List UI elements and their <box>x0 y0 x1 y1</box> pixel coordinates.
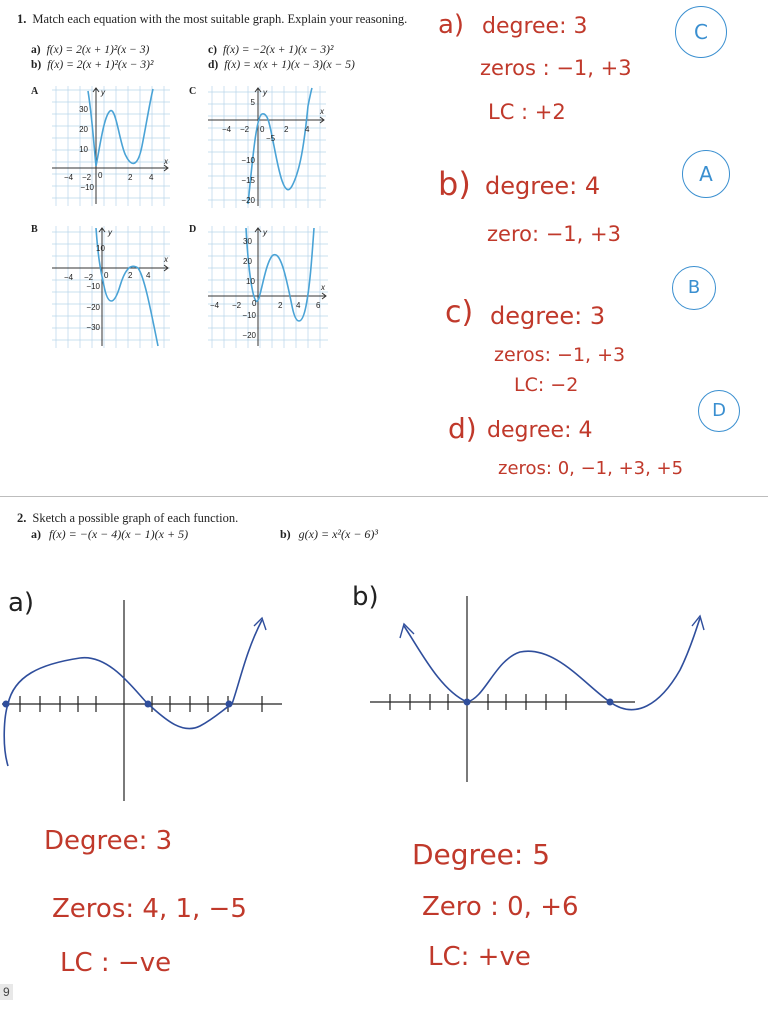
note-a-label: a) <box>438 10 465 40</box>
note-c-zeros: zeros: −1, +3 <box>494 344 626 366</box>
sketch-a-label: a) <box>8 588 35 618</box>
q2-equation-b: b) g(x) = x²(x − 6)³ <box>280 527 379 541</box>
graph-letter-a: A <box>31 86 39 97</box>
y-tick: 10 <box>96 244 105 253</box>
x-tick: 2 <box>128 173 133 182</box>
equation-d: d) f(x) = x(x + 1)(x − 3)(x − 5) <box>208 59 355 71</box>
x-axis-label: x <box>321 283 325 292</box>
graph-c <box>208 86 326 208</box>
graph-letter-b: B <box>31 224 38 235</box>
x-tick: −4 <box>222 125 232 134</box>
note-b-degree: degree: 4 <box>485 172 601 200</box>
x-tick: −4 <box>210 301 220 310</box>
sketch-b-lc: LC: +ve <box>428 942 531 972</box>
note-c-degree: degree: 3 <box>490 302 606 330</box>
y-tick: −15 <box>241 176 255 185</box>
note-d-zeros: zeros: 0, −1, +3, +5 <box>498 458 684 479</box>
y-tick: 20 <box>243 257 252 266</box>
note-d-degree: degree: 4 <box>487 418 593 443</box>
question-text: Match each equation with the most suitable graph. Explain your reasoning. <box>32 12 408 26</box>
y-axis-label: y <box>263 228 267 237</box>
y-tick: 30 <box>79 105 88 114</box>
match-c-circle: B <box>672 266 716 310</box>
graph-b <box>52 226 170 348</box>
x-tick: 4 <box>146 271 151 280</box>
x-tick: −2 <box>232 301 242 310</box>
note-c-lc: LC: −2 <box>514 374 579 396</box>
y-tick: −5 <box>266 134 276 143</box>
graph-a <box>52 86 170 206</box>
y-tick: −20 <box>86 303 100 312</box>
x-tick: 0 <box>98 171 103 180</box>
x-axis-label: x <box>320 107 324 116</box>
question-number: 2. <box>17 511 27 525</box>
sketch-a-graph <box>0 596 290 806</box>
x-tick: −4 <box>64 173 74 182</box>
y-tick: 10 <box>246 277 255 286</box>
y-tick: 30 <box>243 237 252 246</box>
x-axis-label: x <box>164 157 168 166</box>
equation-a: a) f(x) = 2(x + 1)²(x − 3) <box>31 44 150 56</box>
x-tick: 2 <box>284 125 289 134</box>
y-axis-label: y <box>263 88 267 97</box>
x-tick: 2 <box>128 271 133 280</box>
x-tick: 6 <box>316 301 321 310</box>
x-tick: −2 <box>240 125 250 134</box>
graph-letter-c: C <box>189 86 197 97</box>
x-tick: 4 <box>296 301 301 310</box>
y-tick: −10 <box>80 183 94 192</box>
sketch-b-degree: Degree: 5 <box>412 838 551 871</box>
sketch-a-zeros: Zeros: 4, 1, −5 <box>52 894 247 924</box>
note-a-zeros: zeros : −1, +3 <box>480 56 632 80</box>
y-tick: −10 <box>242 311 256 320</box>
sketch-b-label: b) <box>352 582 379 612</box>
x-tick: 0 <box>252 299 257 308</box>
note-a-degree: degree: 3 <box>482 14 588 39</box>
question-number: 1. <box>17 12 27 26</box>
y-tick: 20 <box>79 125 88 134</box>
page-number: 9 <box>0 984 13 1000</box>
graph-letter-d: D <box>189 224 197 235</box>
equation-b: b) f(x) = 2(x + 1)²(x − 3)² <box>31 59 154 71</box>
y-tick: −20 <box>242 331 256 340</box>
y-tick: −10 <box>241 156 255 165</box>
section-divider <box>0 496 768 497</box>
x-tick: 2 <box>278 301 283 310</box>
note-b-label: b) <box>438 165 471 203</box>
x-tick: −2 <box>84 273 94 282</box>
question-text: Sketch a possible graph of each function. <box>32 511 239 525</box>
y-axis-label: y <box>108 228 112 237</box>
x-tick: 0 <box>260 125 265 134</box>
y-tick: −20 <box>241 196 255 205</box>
note-b-zeros: zero: −1, +3 <box>487 222 621 246</box>
y-axis-label: y <box>101 88 105 97</box>
graph-d <box>208 226 328 348</box>
x-tick: −2 <box>82 173 92 182</box>
sketch-a-lc: LC : −ve <box>60 948 172 978</box>
sketch-a-degree: Degree: 3 <box>44 826 173 856</box>
match-d-circle: D <box>698 390 740 432</box>
sketch-b-zeros: Zero : 0, +6 <box>422 892 579 922</box>
y-tick: 10 <box>79 145 88 154</box>
equation-c: c) f(x) = −2(x + 1)(x − 3)² <box>208 44 334 56</box>
x-tick: 4 <box>149 173 154 182</box>
match-b-circle: A <box>682 150 730 198</box>
note-a-lc: LC : +2 <box>488 100 566 124</box>
q2-equation-a: a) f(x) = −(x − 4)(x − 1)(x + 5) <box>31 527 189 541</box>
note-c-label: c) <box>445 295 474 330</box>
match-a-circle: C <box>675 6 727 58</box>
y-tick: 5 <box>250 98 255 107</box>
question-2-prompt <box>17 511 238 526</box>
sketch-b-graph <box>360 590 710 790</box>
x-tick: 4 <box>305 125 310 134</box>
x-axis-label: x <box>164 255 168 264</box>
note-d-label: d) <box>448 412 477 445</box>
x-tick: −4 <box>64 273 74 282</box>
x-tick: 0 <box>104 271 109 280</box>
y-tick: −10 <box>86 282 100 291</box>
question-1-prompt <box>17 12 417 26</box>
y-tick: −30 <box>86 323 100 332</box>
